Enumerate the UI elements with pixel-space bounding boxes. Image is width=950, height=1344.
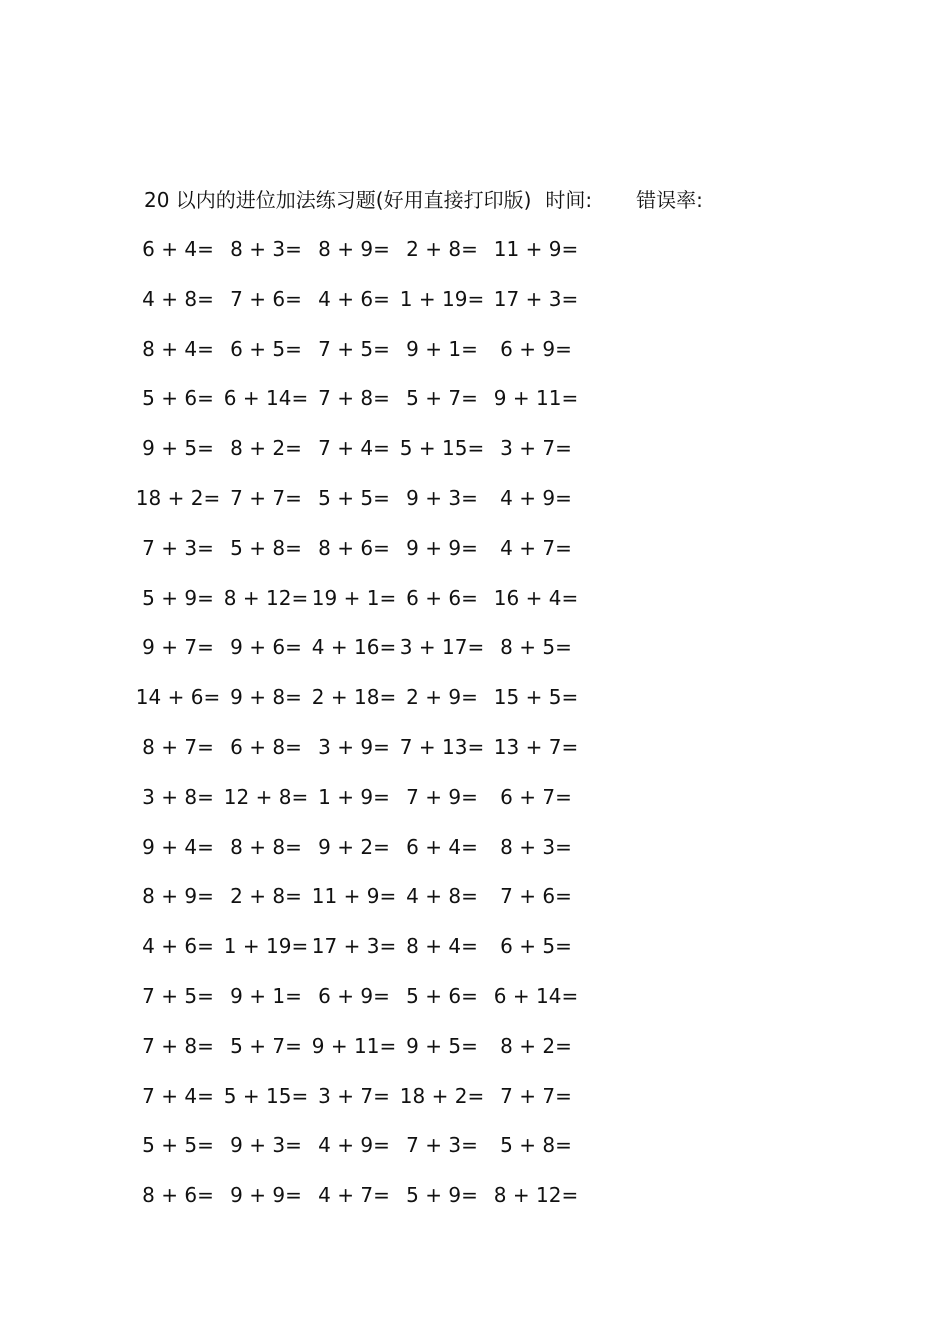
- problem-item: 2 + 8=: [230, 884, 302, 909]
- problem-item: 3 + 7=: [500, 436, 572, 461]
- problem-item: 13 + 7=: [493, 735, 579, 759]
- problem-item: 7 + 9=: [406, 784, 478, 809]
- problem-item: 14 + 6=: [135, 685, 221, 710]
- problem-item: 11 + 9=: [311, 884, 397, 909]
- problem-item: 6 + 14=: [493, 984, 579, 1008]
- problem-item: 7 + 7=: [230, 486, 302, 510]
- problem-item: 8 + 9=: [318, 237, 390, 261]
- problem-item: 3 + 8=: [142, 784, 214, 809]
- problem-item: 5 + 9=: [406, 1183, 478, 1208]
- problem-item: 9 + 9=: [230, 1183, 302, 1208]
- problem-item: 9 + 3=: [230, 1133, 302, 1158]
- problem-item: 5 + 8=: [230, 535, 302, 560]
- problem-item: 4 + 6=: [318, 286, 390, 311]
- problem-item: 9 + 4=: [142, 834, 214, 859]
- problem-item: 3 + 7=: [318, 1083, 390, 1108]
- problem-item: 7 + 6=: [230, 286, 302, 311]
- problem-item: 6 + 6=: [406, 585, 478, 610]
- problem-item: 5 + 6=: [406, 984, 478, 1008]
- problem-item: 19 + 1=: [311, 585, 397, 610]
- problem-item: 8 + 4=: [406, 934, 478, 959]
- error-rate-label: 错误率:: [636, 188, 703, 212]
- problem-item: 1 + 19=: [223, 934, 309, 959]
- worksheet-title: [144, 186, 703, 214]
- problem-item: 8 + 2=: [500, 1033, 572, 1058]
- problem-item: 5 + 9=: [142, 585, 214, 610]
- problem-item: 7 + 5=: [318, 336, 390, 361]
- problem-item: 7 + 3=: [406, 1133, 478, 1158]
- problem-item: 6 + 14=: [223, 386, 309, 411]
- problem-item: 2 + 8=: [406, 237, 478, 261]
- problem-item: 9 + 5=: [142, 436, 214, 461]
- problem-item: 9 + 5=: [406, 1033, 478, 1058]
- problem-item: 8 + 12=: [223, 585, 309, 610]
- problem-item: 4 + 9=: [318, 1133, 390, 1158]
- problem-item: 8 + 2=: [230, 436, 302, 461]
- problem-item: 4 + 9=: [500, 486, 572, 510]
- problem-item: 18 + 2=: [135, 486, 221, 510]
- problem-item: 16 + 4=: [493, 585, 579, 610]
- problem-item: 8 + 4=: [142, 336, 214, 361]
- problem-item: 11 + 9=: [493, 237, 579, 261]
- problem-item: 5 + 6=: [142, 386, 214, 411]
- problem-item: 4 + 7=: [318, 1183, 390, 1208]
- problem-item: 5 + 7=: [230, 1033, 302, 1058]
- problem-item: 9 + 1=: [406, 336, 478, 361]
- problem-item: 8 + 8=: [230, 834, 302, 859]
- problem-item: 6 + 5=: [230, 336, 302, 361]
- problem-item: 5 + 8=: [500, 1133, 572, 1158]
- problem-item: 2 + 18=: [311, 685, 397, 710]
- problem-item: 17 + 3=: [311, 934, 397, 959]
- problem-item: 4 + 7=: [500, 535, 572, 560]
- problem-item: 9 + 3=: [406, 486, 478, 510]
- problem-item: 5 + 7=: [406, 386, 478, 411]
- problem-item: 8 + 12=: [493, 1183, 579, 1208]
- problem-item: 8 + 6=: [142, 1183, 214, 1208]
- problem-item: 9 + 1=: [230, 984, 302, 1008]
- title-text: 20 以内的进位加法练习题(好用直接打印版): [144, 188, 532, 212]
- problem-item: 6 + 4=: [406, 834, 478, 859]
- problem-item: 12 + 8=: [223, 784, 309, 809]
- problem-item: 2 + 9=: [406, 685, 478, 710]
- problem-item: 1 + 9=: [318, 784, 390, 809]
- problem-item: 7 + 8=: [142, 1033, 214, 1058]
- problem-item: 8 + 5=: [500, 635, 572, 660]
- problem-item: 7 + 13=: [399, 735, 485, 759]
- problem-item: 5 + 15=: [223, 1083, 309, 1108]
- problem-item: 5 + 15=: [399, 436, 485, 461]
- problem-item: 8 + 9=: [142, 884, 214, 909]
- problem-item: 6 + 5=: [500, 934, 572, 959]
- problem-item: 8 + 6=: [318, 535, 390, 560]
- problem-item: 6 + 9=: [500, 336, 572, 361]
- problem-item: 7 + 7=: [500, 1083, 572, 1108]
- problem-item: 7 + 6=: [500, 884, 572, 909]
- problem-item: 9 + 11=: [493, 386, 579, 411]
- problem-item: 9 + 8=: [230, 685, 302, 710]
- problem-item: 5 + 5=: [318, 486, 390, 510]
- problem-item: 6 + 9=: [318, 984, 390, 1008]
- problem-item: 15 + 5=: [493, 685, 579, 710]
- problem-item: 7 + 8=: [318, 386, 390, 411]
- problem-item: 17 + 3=: [493, 286, 579, 311]
- problem-item: 1 + 19=: [399, 286, 485, 311]
- problem-item: 3 + 9=: [318, 735, 390, 759]
- problem-item: 7 + 5=: [142, 984, 214, 1008]
- problem-item: 18 + 2=: [399, 1083, 485, 1108]
- problem-item: 6 + 7=: [500, 784, 572, 809]
- problem-item: 9 + 6=: [230, 635, 302, 660]
- problem-item: 7 + 3=: [142, 535, 214, 560]
- time-label: 时间:: [545, 188, 593, 212]
- problem-item: 9 + 9=: [406, 535, 478, 560]
- problem-item: 4 + 8=: [406, 884, 478, 909]
- problem-item: 7 + 4=: [318, 436, 390, 461]
- problem-item: 8 + 7=: [142, 735, 214, 759]
- problem-item: 4 + 8=: [142, 286, 214, 311]
- problem-item: 5 + 5=: [142, 1133, 214, 1158]
- problem-item: 3 + 17=: [399, 635, 485, 660]
- problem-item: 8 + 3=: [500, 834, 572, 859]
- problem-item: 7 + 4=: [142, 1083, 214, 1108]
- problem-item: 9 + 11=: [311, 1033, 397, 1058]
- problem-item: 9 + 2=: [318, 834, 390, 859]
- problem-item: 8 + 3=: [230, 237, 302, 261]
- problem-item: 6 + 4=: [142, 237, 214, 261]
- problem-item: 6 + 8=: [230, 735, 302, 759]
- problem-item: 4 + 16=: [311, 635, 397, 660]
- problem-item: 4 + 6=: [142, 934, 214, 959]
- problem-item: 9 + 7=: [142, 635, 214, 660]
